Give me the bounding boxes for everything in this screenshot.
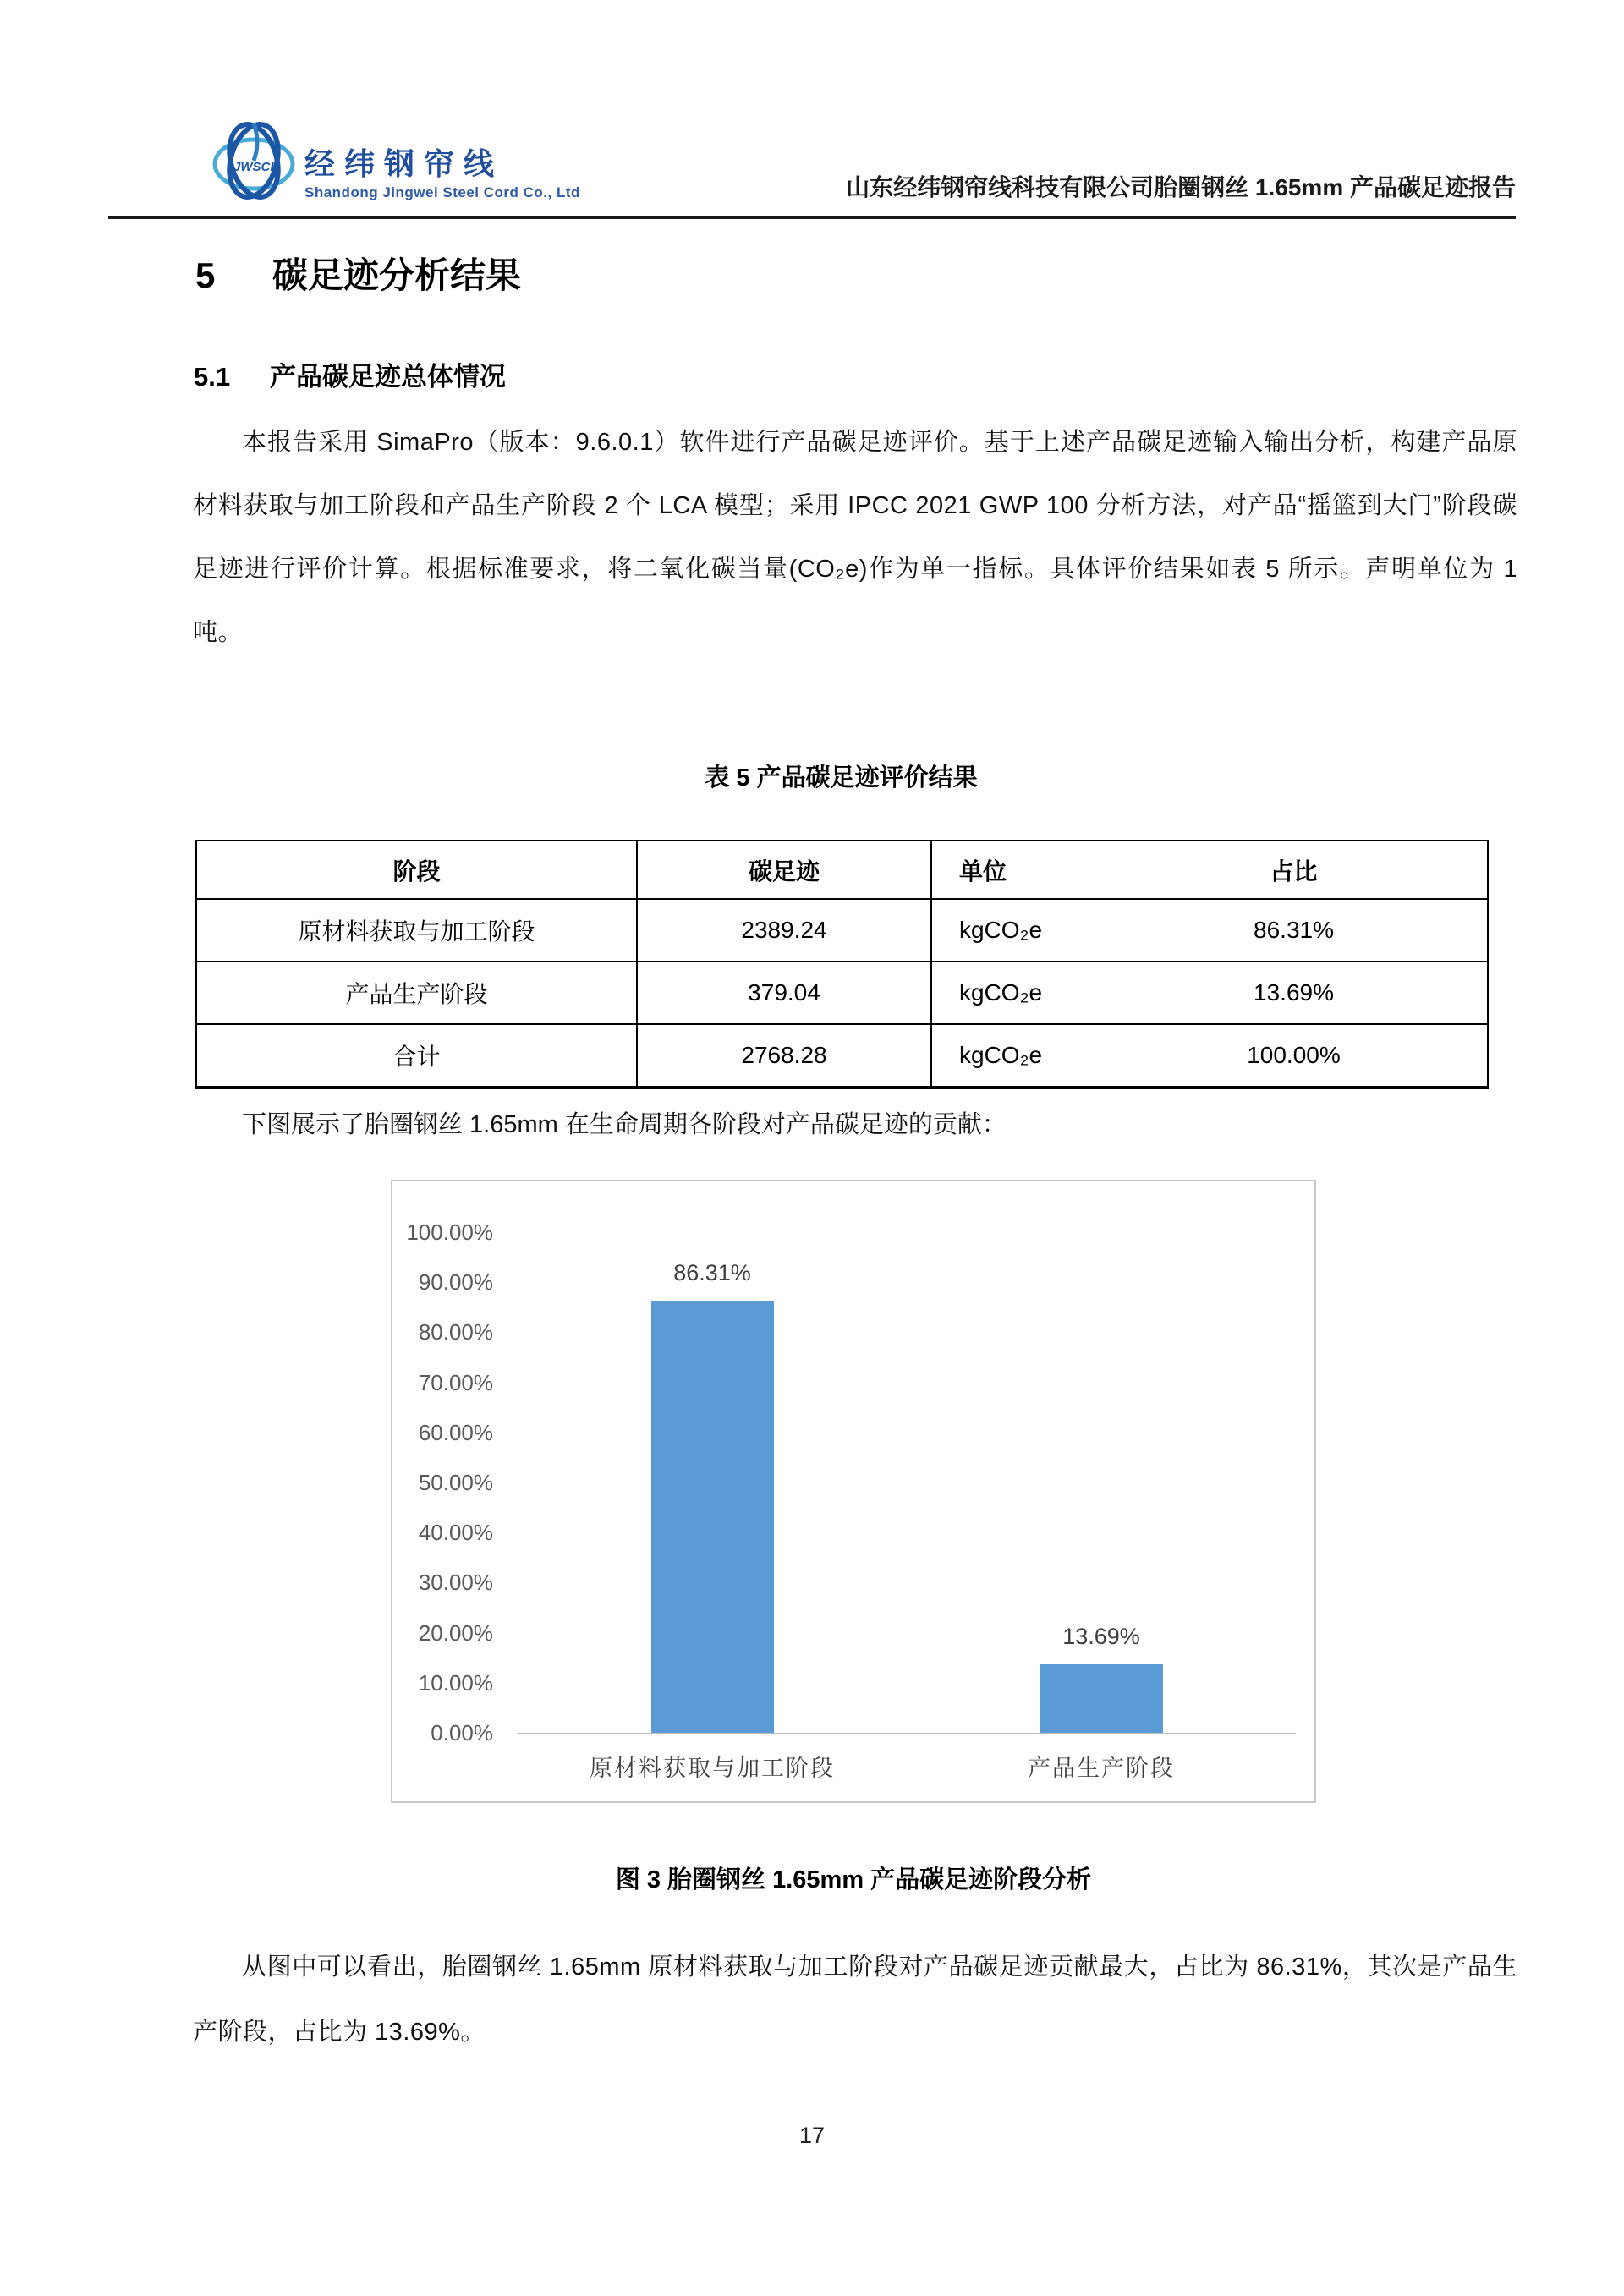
bar-chart: [391, 1180, 1316, 1803]
x-category-label: 产品生产阶段: [1028, 1756, 1175, 1781]
y-tick-label: 90.00%: [418, 1269, 493, 1296]
table-body: [196, 899, 1488, 1088]
y-tick-label: 50.00%: [418, 1470, 493, 1495]
section-title: 碳足迹分析结果: [272, 255, 522, 295]
section-number: 5: [195, 255, 216, 295]
bar-data-label: 13.69%: [1062, 1623, 1140, 1649]
y-tick-label: 0.00%: [431, 1720, 493, 1745]
bar-data-label: 86.31%: [673, 1260, 751, 1286]
table-cell: 2389.24: [637, 899, 931, 962]
table-cell: 原材料获取与加工阶段: [196, 899, 637, 962]
chart-lead-in-text: 下图展示了胎圈钢丝 1.65mm 在生命周期各阶段对产品碳足迹的贡献：: [242, 1111, 1007, 1138]
x-category-label: 原材料获取与加工阶段: [590, 1756, 835, 1781]
body-paragraph-2: 从图中可以看出，胎圈钢丝 1.65mm 原材料获取与加工阶段对产品碳足迹贡献最大，占比为 86.31%，其次是产品生产阶段，占比为 13.69%。: [193, 1954, 1517, 2046]
y-tick-label: 10.00%: [418, 1669, 493, 1696]
table-header-cell: 占比: [1100, 841, 1488, 899]
subsection-number: 5.1: [194, 362, 231, 392]
document-header-title: 山东经纬钢帘线科技有限公司胎圈钢丝 1.65mm 产品碳足迹报告: [846, 174, 1516, 200]
table-cell: 13.69%: [1100, 962, 1488, 1024]
table-cell: 100.00%: [1100, 1024, 1488, 1088]
table-header-row: [196, 841, 1488, 899]
table-caption: 表 5 产品碳足迹评价结果: [705, 764, 978, 792]
table-header-cell: 单位: [931, 841, 1100, 899]
table-cell: 产品生产阶段: [196, 962, 637, 1024]
table-cell: 2768.28: [637, 1024, 931, 1088]
y-tick-label: 20.00%: [418, 1619, 493, 1646]
y-tick-label: 70.00%: [418, 1369, 493, 1395]
table-cell: 379.04: [637, 962, 931, 1024]
y-tick-label: 30.00%: [418, 1570, 493, 1596]
table-cell: 合计: [196, 1024, 637, 1088]
body-paragraph-1: 本报告采用 SimaPro（版本：9.6.0.1）软件进行产品碳足迹评价。基于上述产品碳足迹输入输出分析，构建产品原材料获取与加工阶段和产品生产阶段 2 个 LCA 模型；采用 IPCC 2021 GWP 100 分析方法，对产品“摇篮到大门”阶段碳足迹进行评价计算。根据标准要求，将二氧化碳当量(CO₂e)作为单一指标。具体评价结果如表 5 所示。声明单位为 1 吨。: [193, 429, 1517, 646]
table-cell: kgCO₂e: [931, 899, 1100, 962]
globe-logo-icon: [211, 118, 296, 203]
table-header-cell: 碳足迹: [637, 841, 931, 899]
logo-acronym: JWSCI: [233, 160, 274, 174]
y-tick-label: 40.00%: [418, 1520, 493, 1546]
y-tick-label: 80.00%: [418, 1319, 493, 1345]
table-row: [196, 899, 1488, 962]
page-number: 17: [798, 2123, 826, 2148]
subsection-heading: [194, 355, 506, 393]
table-cell: kgCO₂e: [931, 1024, 1100, 1088]
carbon-footprint-table: [195, 840, 1489, 1089]
chart-x-axis-line: [518, 1733, 1296, 1734]
y-tick-label: 60.00%: [418, 1419, 493, 1445]
section-heading: [195, 248, 521, 299]
header-divider: [108, 216, 1516, 219]
subsection-title: 产品碳足迹总体情况: [270, 362, 506, 392]
company-logo: [211, 118, 580, 203]
chart-bar: [1040, 1664, 1163, 1733]
y-tick-label: 100.00%: [406, 1219, 493, 1245]
table-header-cell: 阶段: [196, 841, 637, 899]
table-row: [196, 1024, 1488, 1088]
logo-texts: [304, 118, 580, 201]
table-row: [196, 962, 1488, 1024]
figure-caption: 图 3 胎圈钢丝 1.65mm 产品碳足迹阶段分析: [615, 1866, 1092, 1893]
logo-english-name: Shandong Jingwei Steel Cord Co., Ltd: [304, 184, 580, 200]
logo-chinese-name: 经纬钢帘线: [304, 146, 504, 181]
chart-plot-area: [392, 1181, 1314, 1801]
table-cell: 86.31%: [1100, 899, 1488, 962]
chart-bar: [651, 1301, 774, 1733]
table-cell: kgCO₂e: [931, 962, 1100, 1024]
